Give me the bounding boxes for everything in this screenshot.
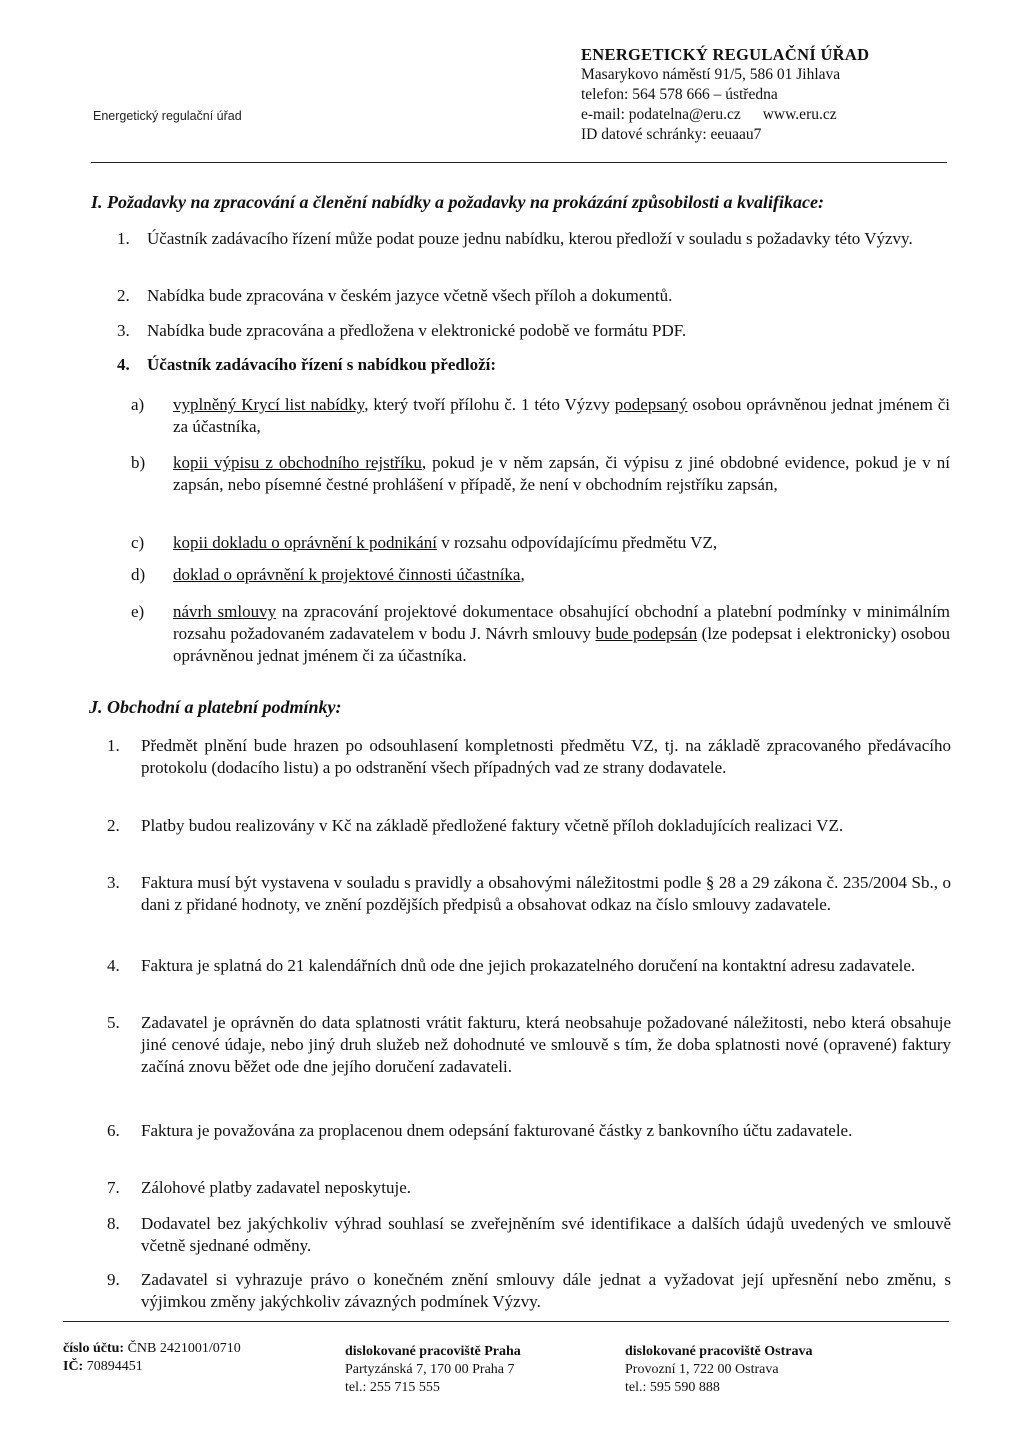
subitem-letter: a): [131, 395, 145, 414]
footer-bank-info: [63, 1340, 241, 1376]
header-left-label: Energetický regulační úřad: [93, 109, 242, 123]
subitem-underlined-2: bude podepsán: [595, 624, 698, 643]
subitem-text: na zpracování projektové dokumentace obsahující obchodní a platební podmínky v minimálním rozsahu požadovaném zadavatelem v bodu J. Návrh smlouvy: [173, 602, 950, 643]
subitem-underlined: návrh smlouvy: [173, 602, 277, 621]
section-j-item-2: [107, 815, 951, 837]
item-text: Předmět plnění bude hrazen po odsouhlasení kompletnosti předmětu VZ, tj. na základě zpracovaného předávacího protokolu (dodacího listu) a po odstranění všech případných vad ze strany dodavatele.: [141, 736, 951, 777]
subitem-text-2: (lze podepsat i elektronicky) osobou oprávněnou jednat jménem či za účastníka.: [173, 624, 950, 665]
header-divider: [91, 162, 947, 163]
item-text: Účastník zadávacího řízení s nabídkou předloží:: [147, 355, 497, 374]
email: e-mail: podatelna@eru.cz: [581, 106, 741, 123]
footer-divider: [63, 1321, 949, 1322]
subitem-c: [131, 532, 950, 554]
subitem-text: , který tvoří přílohu č. 1 této Výzvy: [364, 395, 615, 414]
subitem-underlined-2: podepsaný: [614, 395, 688, 414]
footer-ostrava-office: [625, 1343, 812, 1397]
subitem-underlined: doklad o oprávnění k projektové činnosti účastníka: [173, 565, 521, 584]
subitem-text-2: osobou oprávněnou jednat jménem či za účastníka,: [173, 395, 950, 436]
item-text: Nabídka bude zpracována a předložena v elektronické podobě ve formátu PDF.: [147, 321, 687, 340]
item-text: Platby budou realizovány v Kč na základě předložené faktury včetně příloh dokladujících realizaci VZ.: [141, 816, 844, 835]
section-j-item-9: [107, 1269, 951, 1313]
item-number: 9.: [107, 1270, 120, 1289]
item-number: 5.: [107, 1013, 120, 1032]
subitem-letter: b): [131, 453, 146, 472]
section-j-item-7: [107, 1177, 951, 1199]
subitem-text: , pokud je v něm zapsán, či výpisu z jiné obdobné evidence, pokud je v ní zapsán, nebo písemné čestné prohlášení v případě, že není v obchodním rejstříku zapsán,: [173, 453, 950, 494]
item-text: Zálohové platby zadavatel neposkytuje.: [141, 1178, 412, 1197]
databox-id: ID datové schránky: eeuaau7: [581, 126, 762, 143]
item-number: 7.: [107, 1178, 120, 1197]
footer-prague-title: dislokované pracoviště Praha: [345, 1344, 521, 1359]
item-number: 8.: [107, 1214, 120, 1233]
section-j-item-1: [107, 735, 951, 779]
subitem-letter: d): [131, 565, 146, 584]
section-j-item-3: [107, 872, 951, 916]
item-number: 2.: [117, 286, 130, 305]
item-number: 2.: [107, 816, 120, 835]
item-text: Účastník zadávacího řízení může podat pouze jednu nabídku, kterou předloží v souladu s požadavky této Výzvy.: [147, 229, 913, 248]
item-number: 3.: [107, 873, 120, 892]
item-text: Nabídka bude zpracována v českém jazyce včetně všech příloh a dokumentů.: [147, 286, 673, 305]
item-text: Faktura je splatná do 21 kalendářních dnů ode dne jejich prokazatelného doručení na kontaktní adresu zadavatele.: [141, 956, 916, 975]
section-j-item-6: [107, 1120, 951, 1142]
footer-account: číslo účtu: ČNB 2421001/0710: [63, 1341, 241, 1356]
subitem-a: [131, 394, 950, 438]
website: www.eru.cz: [762, 106, 837, 123]
subitem-letter: e): [131, 602, 145, 621]
section-i-item-4: [117, 354, 948, 376]
footer-prague-office: [345, 1343, 521, 1397]
subitem-underlined: kopii dokladu o oprávnění k podnikání: [173, 533, 437, 552]
section-i-item-2: [117, 285, 948, 307]
item-number: 4.: [107, 956, 120, 975]
footer-ostrava-title: dislokované pracoviště Ostrava: [625, 1344, 813, 1359]
footer-ostrava-tel: tel.: 595 590 888: [625, 1380, 720, 1395]
item-text: Zadavatel je oprávněn do data splatnosti vrátit fakturu, která neobsahuje požadované náležitosti, nebo která obsahuje jiné cenové údaje, nebo jiný druh služeb než dohodnuté ve smlouvě s tím, že doba splatnosti nové (opravené) faktury začíná znovu běžet ode dne jejího doručení zadavateli.: [141, 1013, 951, 1076]
section-i-item-3: [117, 320, 948, 342]
subitem-text: ,: [520, 565, 525, 584]
subitem-text: v rozsahu odpovídajícímu předmětu VZ,: [436, 533, 718, 552]
footer-prague-addr: Partyzánská 7, 170 00 Praha 7: [345, 1362, 515, 1377]
item-text: Dodavatel bez jakýchkoliv výhrad souhlasí se zveřejněním své identifikace a dalších údajů uvedených ve smlouvě včetně sjednané odměny.: [141, 1214, 951, 1255]
section-i-item-1: [117, 228, 948, 250]
footer-ic: IČ: 70894451: [63, 1359, 143, 1374]
item-number: 1.: [117, 229, 130, 248]
organization-name: ENERGETICKÝ REGULAČNÍ ÚŘAD: [581, 45, 870, 64]
address: Masarykovo náměstí 91/5, 586 01 Jihlava: [581, 66, 841, 83]
header-contact-block: [581, 45, 869, 145]
item-number: 3.: [117, 321, 130, 340]
section-j-item-5: [107, 1012, 951, 1078]
subitem-e: [131, 601, 950, 667]
item-text: Zadavatel si vyhrazuje právo o konečném znění smlouvy dále jednat a vyžadovat její upřesnění nebo změnu, s výjimkou změny jakýchkoliv závazných podmínek Výzvy.: [141, 1270, 951, 1311]
subitem-underlined: vyplněný Krycí list nabídky: [173, 395, 365, 414]
footer-prague-tel: tel.: 255 715 555: [345, 1380, 440, 1395]
item-number: 4.: [117, 355, 130, 374]
subitem-letter: c): [131, 533, 145, 552]
item-number: 1.: [107, 736, 120, 755]
section-i-title: I. Požadavky na zpracování a členění nabídky a požadavky na prokázání způsobilosti a kvalifikace:: [91, 192, 824, 212]
subitem-b: [131, 452, 950, 496]
item-text: Faktura je považována za proplacenou dnem odepsání fakturované částky z bankovního účtu zadavatele.: [141, 1121, 853, 1140]
footer-ostrava-addr: Provozní 1, 722 00 Ostrava: [625, 1362, 779, 1377]
phone: telefon: 564 578 666 – ústředna: [581, 86, 778, 103]
section-j-item-8: [107, 1213, 951, 1257]
contact-email-web: [581, 105, 869, 125]
subitem-underlined: kopii výpisu z obchodního rejstříku: [173, 453, 422, 472]
item-text: Faktura musí být vystavena v souladu s pravidly a obsahovými náležitostmi podle § 28 a 29 zákona č. 235/2004 Sb., o dani z přidané hodnoty, ve znění pozdějších předpisů a obsahovat odkaz na číslo smlouvy zadavatele.: [141, 873, 951, 914]
subitem-d: [131, 564, 950, 586]
section-j-item-4: [107, 955, 951, 977]
item-number: 6.: [107, 1121, 120, 1140]
section-j-title: J. Obchodní a platební podmínky:: [89, 697, 342, 717]
